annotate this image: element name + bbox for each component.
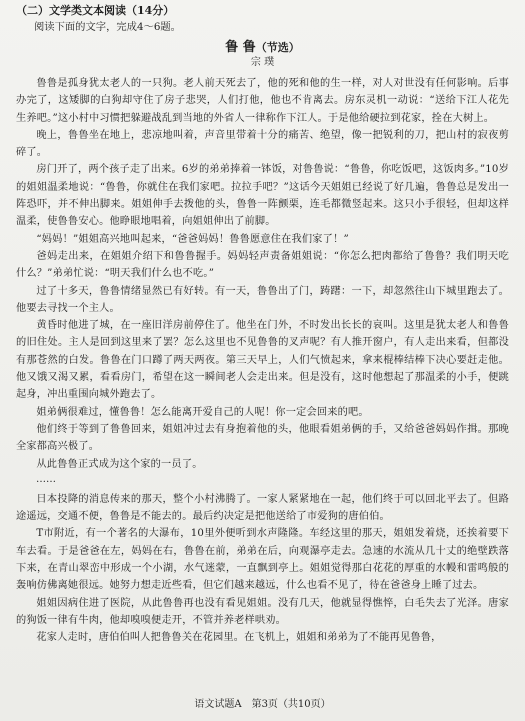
paragraph: 花家人走时，唐伯伯叫人把鲁鲁关在花园里。在飞机上，姐姐和弟弟为了不能再见鲁鲁， <box>36 632 442 644</box>
paragraph: 他们终于等到了鲁鲁回来，姐姐冲过去有身抱着他的头，他眼看姐弟俩的手，又给爸爸妈妈作揖。那晚全家都高兴极了。 <box>16 423 509 453</box>
paragraph: “妈妈！”姐姐高兴地叫起来，“爸爸妈妈！鲁鲁愿意住在我们家了！” <box>36 233 349 245</box>
paragraph: T市附近，有一个著名的大瀑布，10里外便听到水声隆隆。车经这里的那天，姐姐发着烧，还挨着要下车去看。于是爸爸在左，妈妈在右，鲁鲁在前，弟弟在后，向观瀑亭走去。急速的水流从几十丈的绝壁跌落下来，在青山翠峦中形成一个小湖，水气迷蒙，一直飘到亭上。姐姐觉得那白花花的厚重的水幔和雷鸣般的轰响仿佛离她很远。她努力想走近些看，但它们越来越远，什么也看不见了，待在爸爸身上睡了过去。 <box>16 528 509 592</box>
author: 宗 璞 <box>250 57 275 68</box>
article-title <box>16 40 509 56</box>
section-header: （二）文学类文本阅读（14分） <box>16 4 175 17</box>
title-text: 鲁 鲁 <box>225 40 256 55</box>
paragraph: 晚上，鲁鲁坐在地上，悲凉地叫着，声音里带着十分的痛苦、绝望，像一把锐利的刀，把山村的寂夜剪碎了。 <box>16 129 509 159</box>
paragraph: 过了十多天，鲁鲁情绪显然已有好转。有一天，鲁鲁出了门，踌躇：一下，却忽然往山下城里跑去了。他要去寻找一个主人。 <box>16 285 509 314</box>
paragraph: 从此鲁鲁正式成为这个家的一员了。 <box>36 458 203 470</box>
paragraph: 姐姐因病住进了医院，从此鲁鲁再也没有看见姐姐。没有几天，他就显得憔悴，白毛失去了光泽。唐家的狗饭一律有牛肉，他却嗅嗅便走开，不管并养老样哄劝。 <box>16 597 509 626</box>
instructions: 阅读下面的文字，完成4～6题。 <box>34 21 181 33</box>
page-footer: 语文试题A 第3页（共10页） <box>194 699 331 710</box>
paragraph: 黄昏时他进了城，在一座旧洋房前停住了。他坐在门外，不时发出长长的哀叫。这里是犹太老人和鲁鲁的旧住处。主人是回到这里来了罢？怎么这里也不见鲁鲁的叉声呢？有人推开窗户，有人走出来看，但都没有那苍然的白发。鲁鲁在门口蹲了两天两夜。第三天早上，人们气愤起来，拿来棍棒结棒下决心要赶走他。他又饿又渴又累，看看房门，希望在这一瞬间老人会走出来。但是没有，这时他想起了那温柔的小手，便跳起身，冲出重围向城外跑去了。 <box>16 320 509 401</box>
paragraph: 爸妈走出来，在姐姐介绍下和鲁鲁握手。妈妈轻声责备姐姐说：“你怎么把肉都给了鲁鲁？我们明天吃什么？”弟弟忙说：“明天我们什么也不吃。” <box>16 250 509 280</box>
paragraph: 姐弟俩很难过，懂鲁鲁！怎么能离开爱自己的人呢！你一定会回来的吧。 <box>36 406 369 418</box>
paragraph: 日本投降的消息传来的那天，整个小村沸腾了。一家人紧紧地在一起，他们终于可以回北平去了。但路途遥远，交通不便，鲁鲁是不能去的。最后约决定是把他送给了市爱狗的唐伯伯。 <box>16 493 509 523</box>
paragraph: 房门开了，两个孩子走了出来。6岁的弟弟捧着一钵饭，对鲁鲁说：“鲁鲁，你吃饭吧，这饭肉多。”10岁的姐姐温柔地说：“鲁鲁，你就住在我们家吧。拉拉手吧？”这话今天姐姐已经说了好几遍，鲁鲁总是发出一阵恐吓，并不伸出脚来。姐姐伸手去拨他的头，鲁鲁一阵颤栗，连毛都微竖起来。这只小手很轻，但却这样温柔，使鲁鲁安心。他睁眼地唱着，向姐姐伸出了前脚。 <box>16 164 509 228</box>
ellipsis: …… <box>36 473 56 485</box>
title-note: （节选） <box>255 41 300 54</box>
paragraph: 鲁鲁是孤身犹太老人的一只狗。老人前天死去了，他的死和他的生一样，对人对世没有任何影响。后事办完了，这矮脚的白狗却守住了房子悲哭，人们打他，他也不肯离去。房东灵机一动说：“送给下江人花先生养吧。”这小村中习惯把躲避战乱到当地的外省人一律称作下江人。于是他给硬拉到花家，拴在大树上。 <box>16 78 509 124</box>
